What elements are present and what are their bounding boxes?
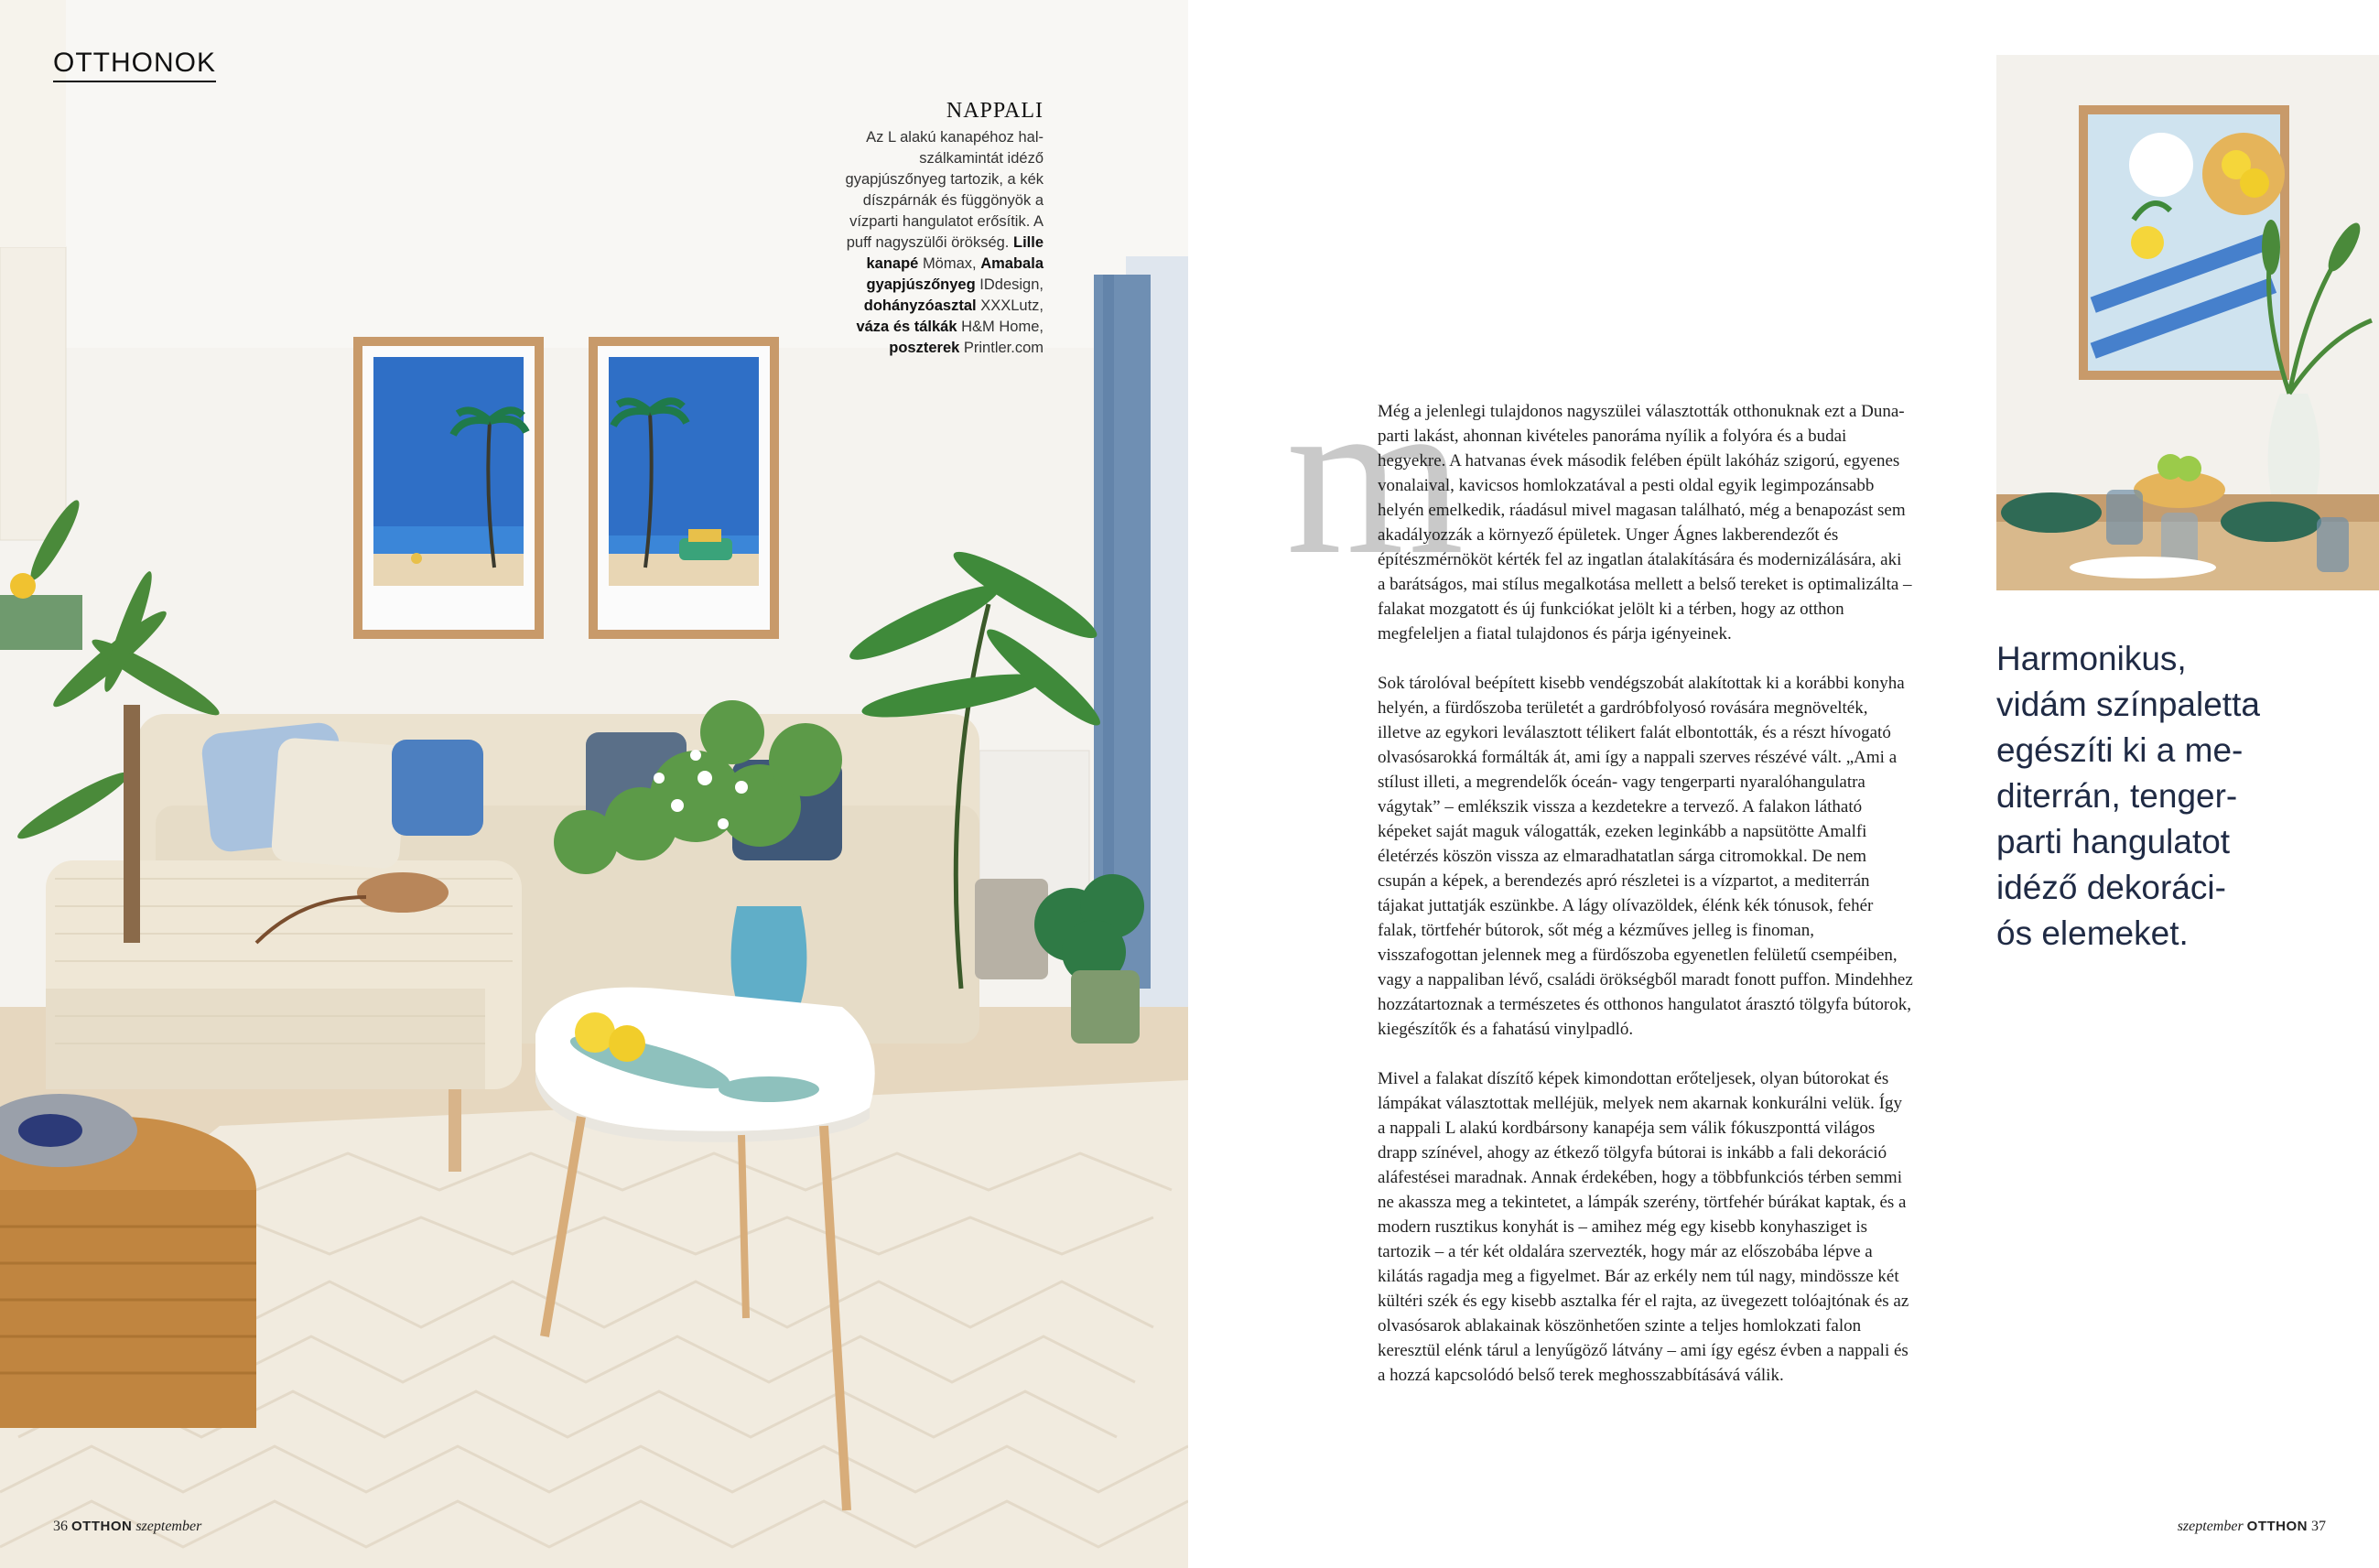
page-number: 36 (53, 1519, 68, 1534)
issue-month: szeptember (135, 1519, 202, 1534)
credit-item: váza és tálkák (856, 319, 957, 335)
paragraph: Még a jelenlegi tulajdonos nagyszülei választották otthonuknak ezt a Duna-parti lakást, ahonnan kivételes panoráma nyílik a folyóra és a budai hegyekre. A hatvanas évek második felében épült lakóház szigorú, egyenes vonalaival, kavicsos homlokzatával a pesti oldal egyik legimpozánsabb helyén emelkedik, ráadásul mivel magasan található, még a benapozást sem akadályozzák a környező épületek. Unger Ágnes lakberendezőt és építészmérnököt kérték fel az ingatlan átalakítására és modernizálására, aki a barátságos, mai stílus megalkotása mellett a belső tereket is optimalizálta – falakat mozgatott és új funkciókat jelölt ki a térben, hogy az otthon megfeleljen a fiatal tulajdonos és párja igényeinek. (1378, 402, 1912, 643)
magazine-brand: OTTHON (2246, 1519, 2308, 1534)
folio-right (2178, 1519, 2326, 1535)
section-label: OTTHONOK (53, 48, 216, 82)
caption-intro: Az L alakú kanapéhoz hal-szálkamintát idéző gyapjúszőnyeg tartozik, a kék díszpárnák és függönyök a vízparti hangulatot erősítik. A puff nagyszülői örökség. (845, 129, 1044, 251)
credit-item: Amabala gyapjúszőnyeg (866, 255, 1044, 293)
pull-quote: Harmonikus, vidám színpaletta egészíti ki a me- diterrán, tenger- parti hangulatot idéző dekoráci- ós elemeket. (1996, 640, 2260, 952)
photo-caption (833, 101, 1044, 359)
page-number: 37 (2311, 1519, 2326, 1534)
caption-title: NAPPALI (946, 99, 1044, 123)
magazine-brand: OTTHON (71, 1519, 133, 1534)
credit-source: Printler.com (963, 340, 1044, 356)
credit-source: H&M Home, (961, 319, 1044, 335)
credit-source: IDdesign, (979, 276, 1044, 293)
dining-table-photo (1996, 55, 2379, 590)
credit-item: poszterek (889, 340, 960, 356)
credit-source: XXXLutz, (980, 297, 1044, 314)
article-body (1378, 399, 1913, 1412)
left-page (0, 0, 1188, 1568)
folio-left (53, 1519, 201, 1535)
issue-month: szeptember (2177, 1519, 2244, 1534)
paragraph: Mivel a falakat díszítő képek kimondottan erőteljesek, olyan bútorokat és lámpákat választottak melléjük, melyek nem akarnak konkurálni velük. Így a nappali L alakú kordbársony kanapéja sem válik fókuszponttá világos drapp színével, ahogy az étkező tölgyfa bútorai is inkább a fali dekoráció aláfestései maradnak. Annak érdekében, hogy a többfunkciós térben semmi ne akassza meg a tekintetet, a lámpák szerény, törtfehér búrákat kaptak, és a modern rusztikus konyhát is – amihez még egy kisebb konyhasziget is tartozik – a tér két oldalára szervezték, hogy már az előszobába lépve a kilátás ragadja meg a figyelmet. Bár az erkély nem túl nagy, mindössze két kültéri szék és egy kisebb asztalka fér el rajta, az üvegezett tolóajtónak és az olvasósarok ablakainak köszönhetően szinte a teljes homlokzati falon keresztül elénk tárul a lenyűgöző látvány – ami így egész évben a nappali és a hozzá kapcsolódó belső terek meghosszabbításává válik. (1378, 1069, 1909, 1385)
drop-cap: m (1286, 349, 1465, 602)
credit-source: Mömax, (922, 255, 977, 272)
paragraph: Sok tárolóval beépített kisebb vendégszobát alakítottak ki a korábbi konyha helyén, a fürdőszoba területét a gardróbfolyosó rovására megnövelték, illetve az egykori leválasztott télikert falát elbontották, és a részt hívogató olvasósarokká formálták át, ami így a nappali szerves részévé vált. „Ami a stílust illeti, a megrendelők óceán- vagy tengerparti nyaralóhangulatra vágytak” – emlékszik vissza a kezdetekre a tervező. A falakon látható képeket saját maguk válogatták, ezeken leginkább a napsütötte Amalfi életérzés köszön vissza az elmaradhatatlan sárga citromokkal. De nem csupán a képek, a berendezés apró részletei is a vízpartot, a mediterrán tájakat juttatják eszünkbe. A lágy olívazöldek, élénk kék tónusok, fehér falak, törtfehér bútorok, sőt még a kézműves jelleg is finoman, visszafogottan jelennek meg a fürdőszoba egyenetlen felületű csempéiben, vagy a nappaliban lévő, családi örökségből maradt fonott puffon. Mindehhez hozzátartoznak a természetes és otthonos hangulatot árasztó tölgyfa bútorok, kiegészítők és a fahatású vinylpadló. (1378, 674, 1913, 1039)
credit-item: Lille kanapé (866, 234, 1044, 272)
credit-item: dohányzóasztal (863, 297, 977, 314)
